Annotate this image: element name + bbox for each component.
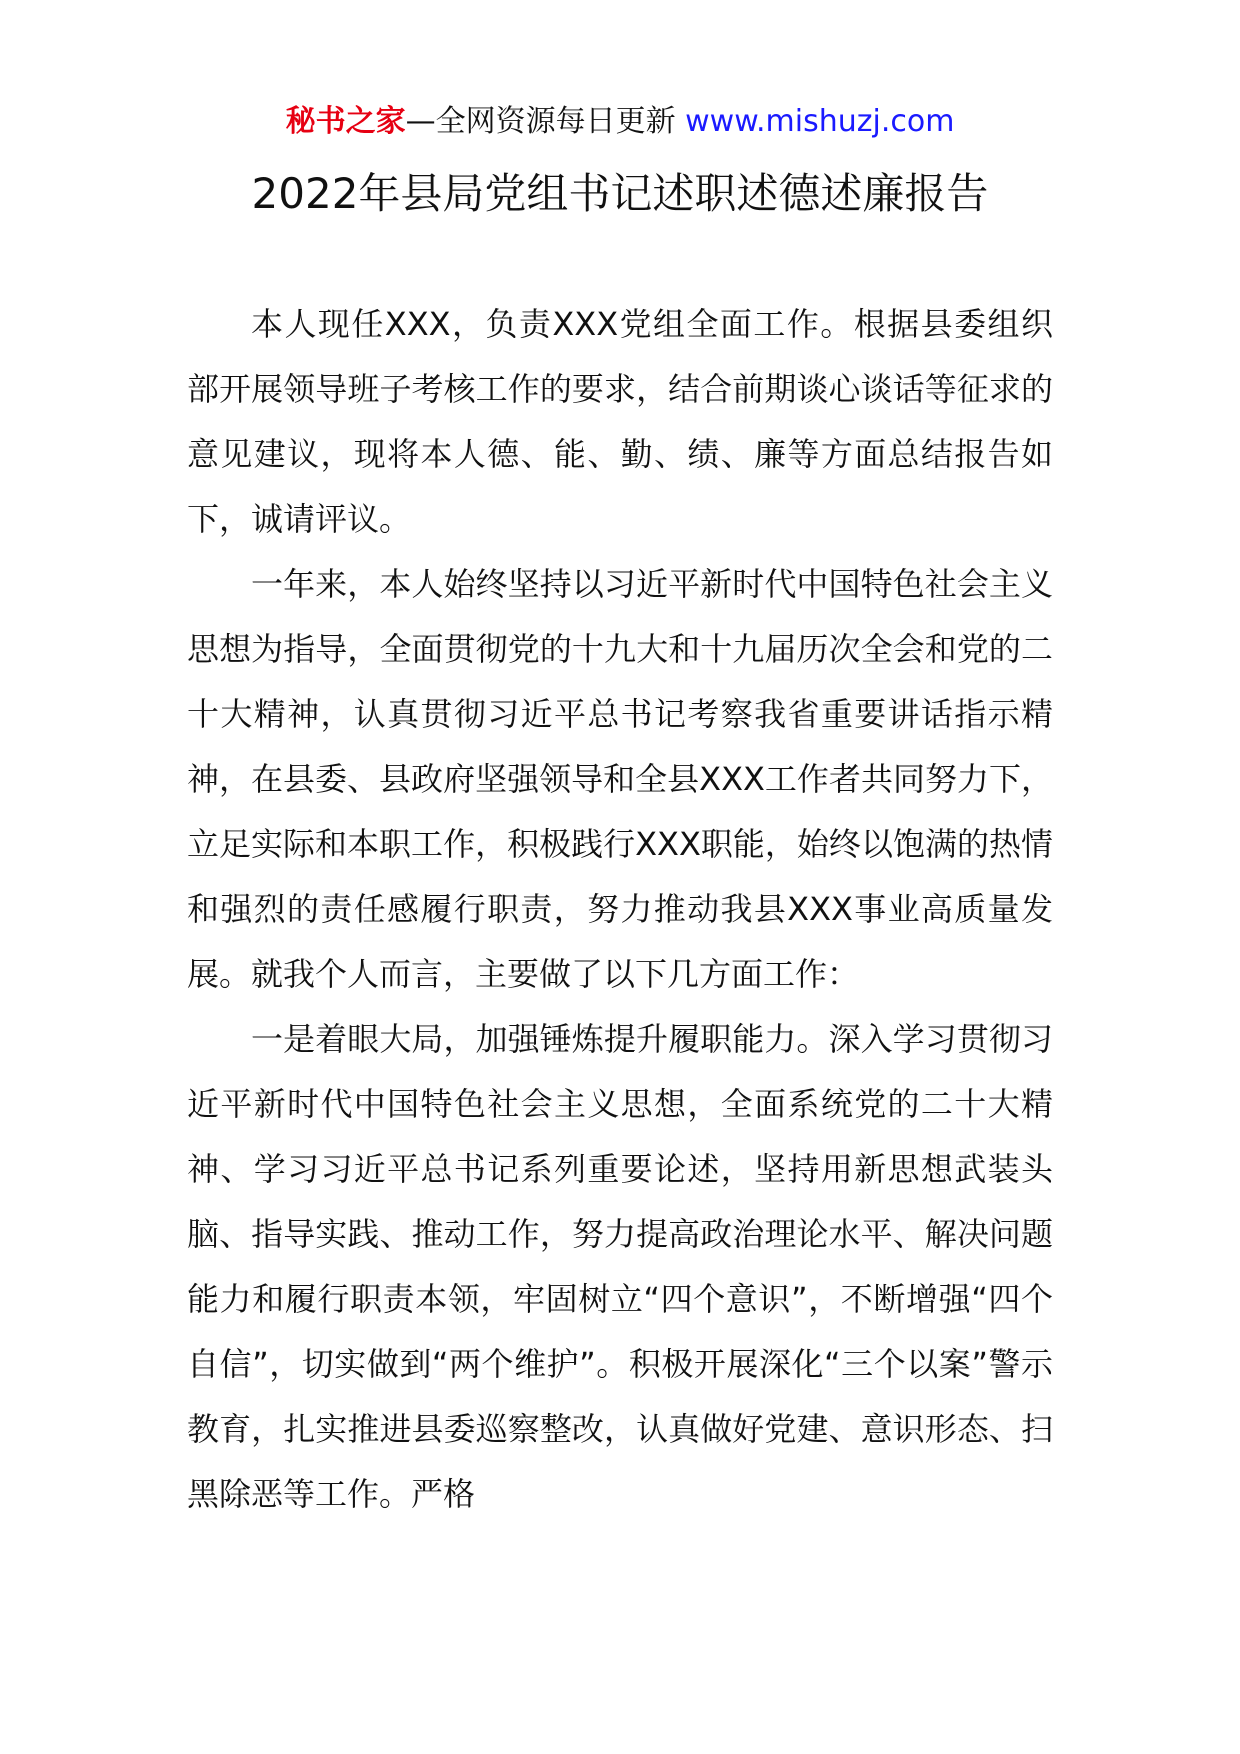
paragraph-1: 本人现任XXX，负责XXX党组全面工作。根据县委组织部开展领导班子考核工作的要求，结合前期谈心谈话等征求的意见建议，现将本人德、能、勤、绩、廉等方面总结报告如下，诚请评议。: [187, 305, 1053, 538]
site-header: [0, 100, 1240, 144]
document-body: [187, 292, 1053, 1527]
site-url-link[interactable]: www.mishuzj.com: [685, 104, 955, 139]
site-brand: 秘书之家: [285, 104, 406, 139]
document-title: 2022年县局党组书记述职述德述廉报告: [251, 169, 989, 218]
paragraph-2: 一年来，本人始终坚持以习近平新时代中国特色社会主义思想为指导，全面贯彻党的十九大和十九届历次全会和党的二十大精神，认真贯彻习近平总书记考察我省重要讲话指示精神，在县委、县政府坚强领导和全县XXX工作者共同努力下，立足实际和本职工作，积极践行XXX职能，始终以饱满的热情和强烈的责任感履行职责，努力推动我县XXX事业高质量发展。就我个人而言，主要做了以下几方面工作：: [187, 565, 1053, 993]
site-tagline: —全网资源每日更新: [405, 104, 686, 139]
paragraph-3: 一是着眼大局，加强锤炼提升履职能力。深入学习贯彻习近平新时代中国特色社会主义思想，全面系统党的二十大精神、学习习近平总书记系列重要论述，坚持用新思想武装头脑、指导实践、推动工作，努力提高政治理论水平、解决问题能力和履行职责本领，牢固树立“四个意识”，不断增强“四个自信”，切实做到“两个维护”。积极开展深化“三个以案”警示教育，扎实推进县委巡察整改，认真做好党建、意识形态、扫黑除恶等工作。严格: [187, 1020, 1053, 1513]
